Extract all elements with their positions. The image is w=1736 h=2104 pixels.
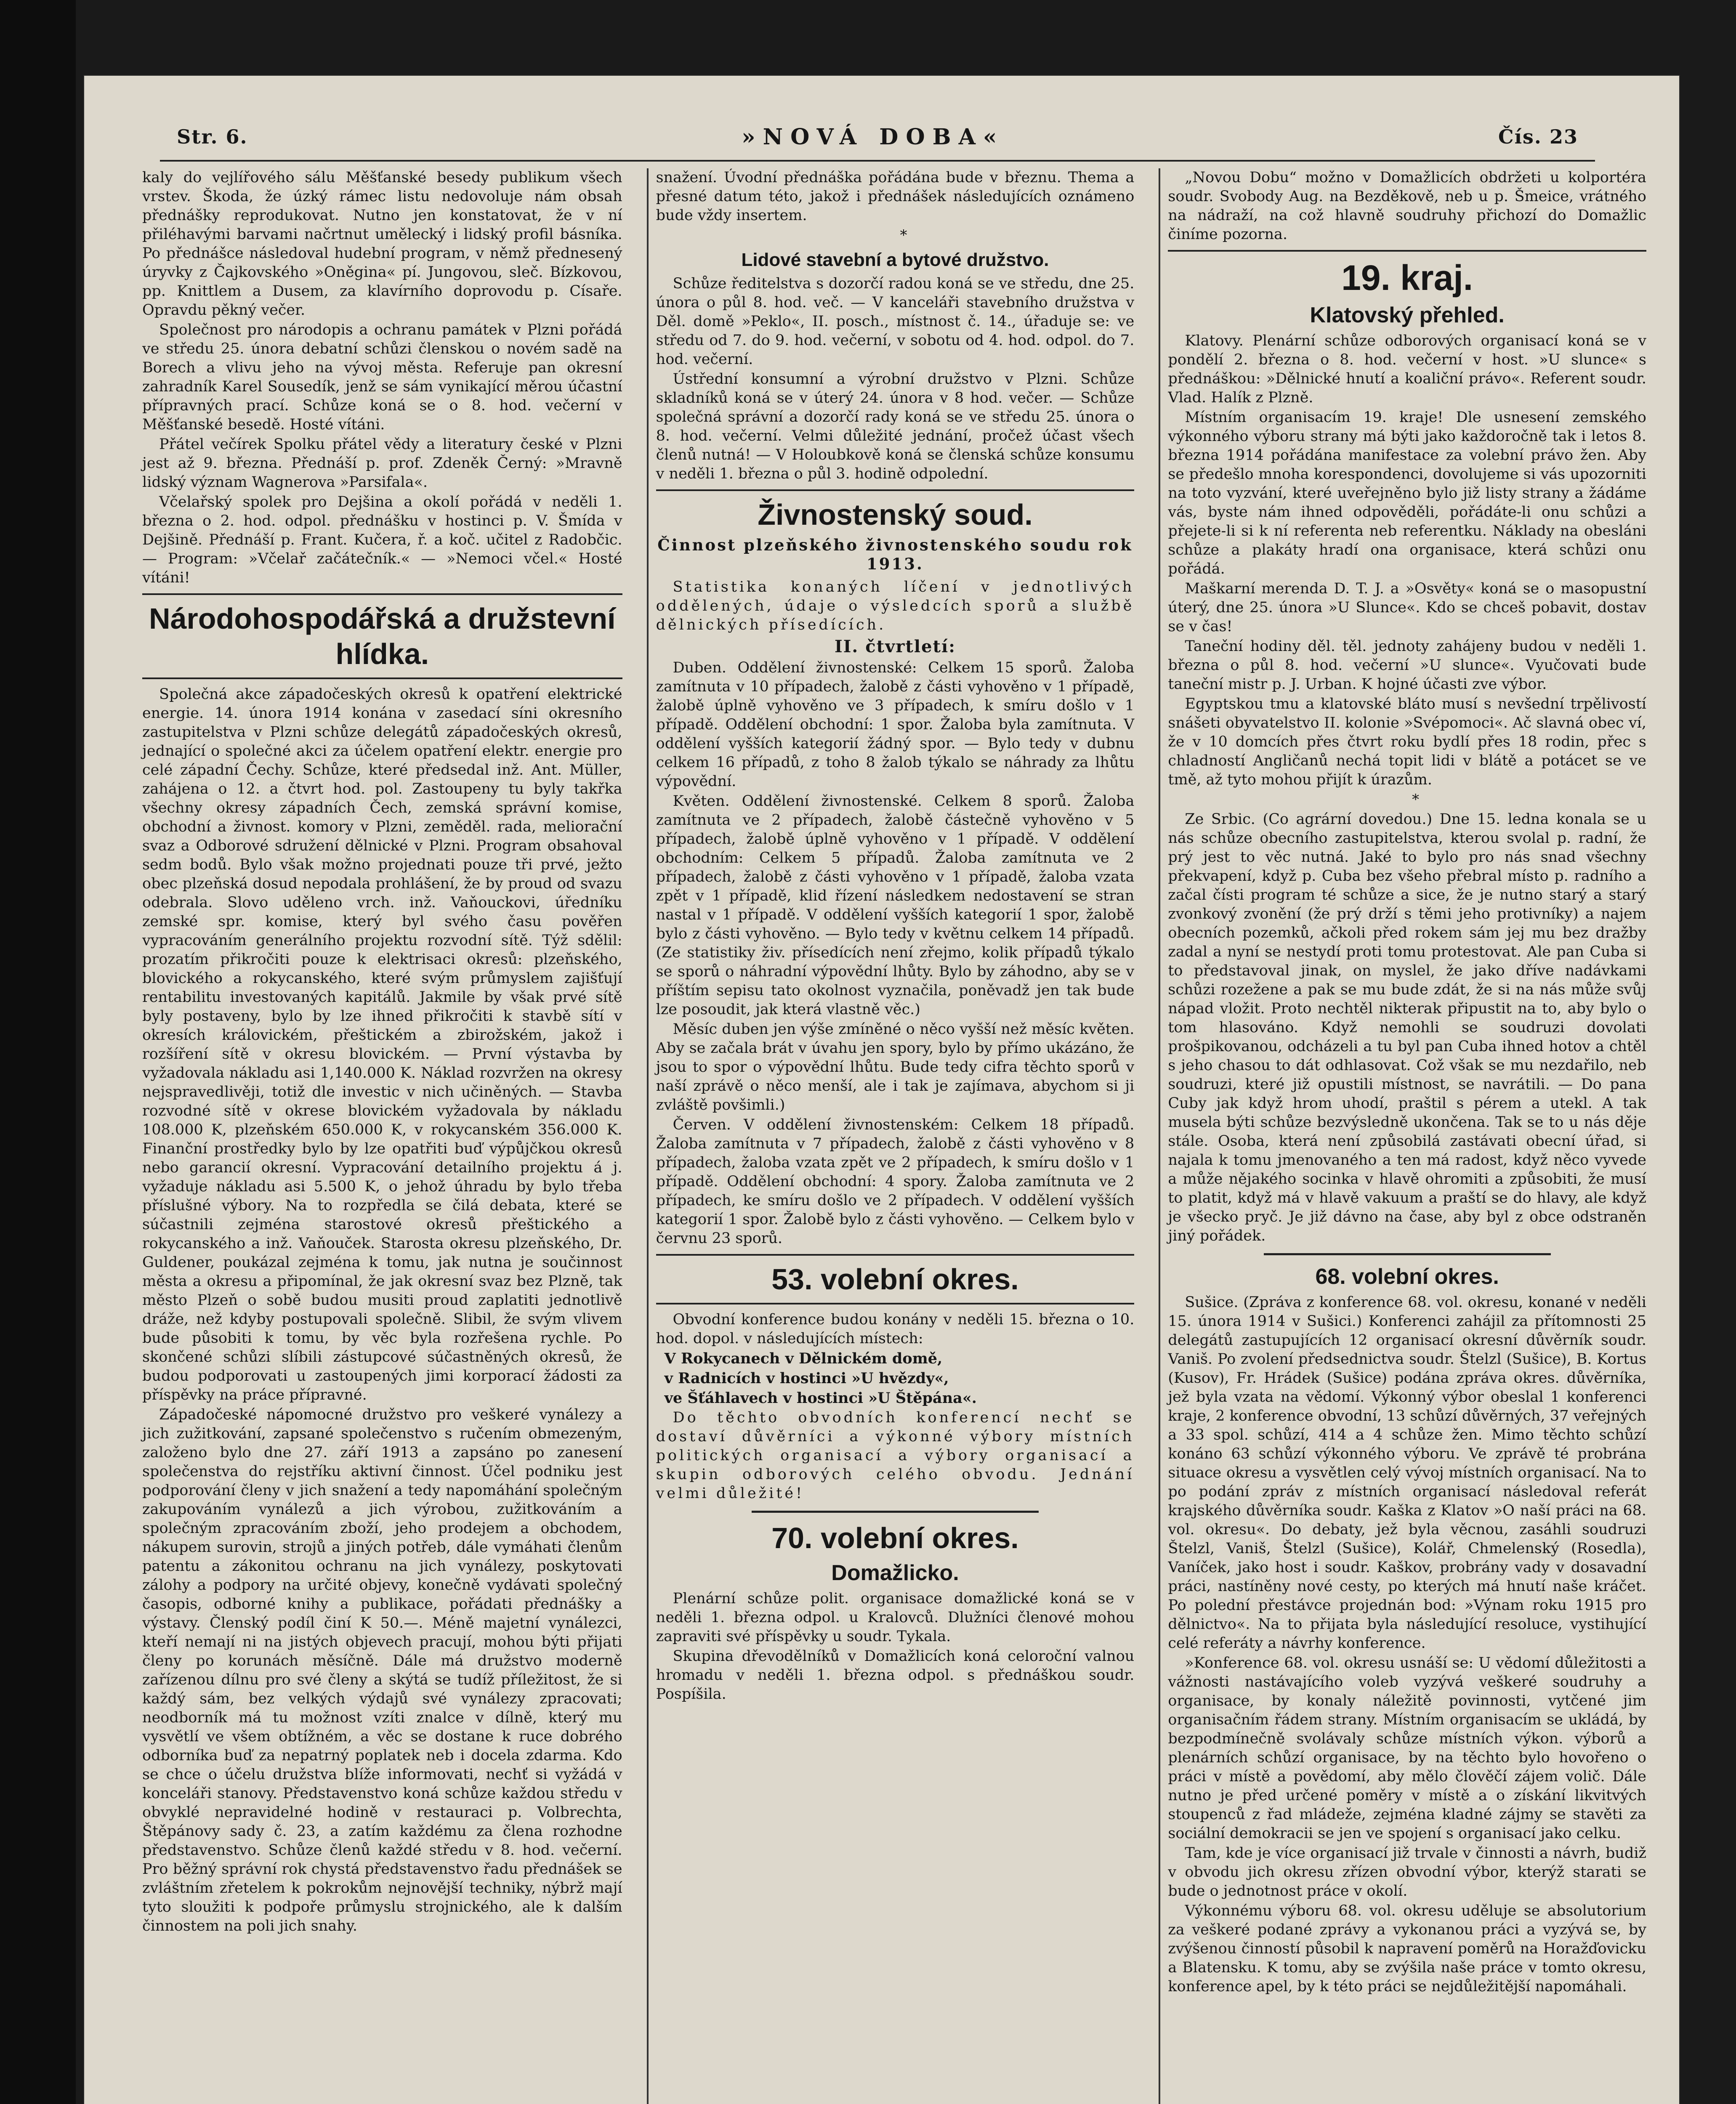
section-subtitle-klatovy: Klatovský přehled. — [1310, 303, 1505, 327]
paragraph-nova-doba-distribution: „Novou Dobu“ možno v Domažlicích obdržeti u kolportéra soudr. Svobody Aug. na Bezděkově, neb u p. Šmeice, vrátného na nádraží, na což hlavně soudruhy přichozí do Domažlic činíme pozorna. — [1168, 169, 1646, 243]
paragraph-lecture-continuation: snažení. Úvodní přednáška pořádána bude v březnu. Thema a přesné datum této, jakož i přednášek následujících oznámeno bude vždy insertem. — [656, 169, 1135, 224]
paragraph-absolution: Výkonnému výboru 68. vol. okresu uděluje se absolutorium za veškeré podané zprávy a vykonanou práci a vyzývá se, by zvýšenou činností působil k napravení poměrů na Horažďovicku a Blatensku. K tomu, aby se zvýšila naše práce v tomto okresu, konference apel, by k této práci se nejdůležitější napomáhali. — [1168, 1902, 1646, 1995]
section-subtitle-domazlicko: Domažlicko. — [831, 1561, 959, 1585]
trade-court-intro: Statistika konaných líčení v jednotlivých oddělených, údaje o výsledcích sporů a službě dělnických přísedících. — [656, 579, 1135, 633]
paragraph-april: Duben. Oddělení živnostenské: Celkem 15 sporů. Žaloba zamítnuta v 10 případech, žalobě z části vyhověno v 1 případě, žalobě úplně vyhověno ve 3 případech, k smíru došlo v 1 případě. Oddělení obchodní: 1 spor. Žaloba byla zamítnuta. V oddělení vyšších kategorií žádný spor. — Bylo tedy v dubnu celkem 16 případů, z toho 8 žalob týkalo se náhrady za lhůtu výpovědní. — [656, 659, 1135, 790]
paragraph-susice: Sušice. (Zpráva z konference 68. vol. okresu, konané v neděli 15. února 1914 v Sušici.) Konferenci zahájil za přítomnosti 25 delegátů zastupujících 12 organisací okresní důvěrník soudr. Vaniš. Po zvolení předsednictva soudr. Štelzl (Sušice), B. Kortus (Kusov), Fr. Hrádek (Sušice) podána zpráva okres. důvěrníka, jež byla vzata na vědomí. Výkonný výbor obeslal 1 konferenci kraje, 2 konference obvodní, 13 schůzí důvěrných, 37 veřejných a 33 spol. schůzí, 414 a 4 schůze žen. Mimo těchto schůzí konáno 63 schůzí výkonného výboru. Ve zprávě té probrána situace okresu a vysvětlen celý vývoj místních organisací. Na to po podání zpráv z místních organisací následoval referát krajského důvěrníka soudr. Kaška z Klatov »O naší práci na 68. vol. okresu«. Do debaty, jež byla věcnou, zasáhli soudruzi Štelzl, Vaniš, Štelzl (Sušice), Kolář, Chmelenský (Rosedla), Vaníček, jako host i soudr. Kaškov, probrány vady v dosavadní práci, nastíněny nové cesty, po kterých má hnutí naše kráčet. Po polední přestávce projednán bod: »Výnam roku 1915 pro dělnictvo«. Na to přijata byla následující resoluce, vystihující celé referáty a návrhy konference. — [1168, 1294, 1646, 1652]
paragraph-conferences: Obvodní konference budou konány v neděli 15. března o 10. hod. dopol. v následujících místech: — [656, 1311, 1135, 1347]
paragraph-lecture-report: kaly do vejlířového sálu Měšťanské besedy publikum všech vrstev. Škoda, že úzký rámec listu nedovoluje nám obsah přednášky reprodukovat. Nutno jen konstatovat, že v ní přiléhavými barvami načrtnut umělecký i lidský profil básníka. Po přednášce následoval hudební program, v němž přednesený úryvky z Čajkovského »Oněgina« pí. Jungovou, sleč. Bízkovou, pp. Knittlem a Dusem, za klavírního doprovodu p. Císaře. Opravdu pěkný večer. — [142, 169, 622, 319]
separator-star: * — [1412, 791, 1420, 808]
divider — [656, 489, 1135, 491]
section-title-trade-court: Živnostenský soud. — [758, 498, 1033, 531]
issue-number: Čís. 23 — [1498, 125, 1578, 148]
page-number: Str. 6. — [177, 125, 248, 148]
column-2 — [647, 168, 1142, 2104]
columns — [135, 168, 1654, 2104]
binding-shadow — [0, 0, 76, 2104]
section-title-economic: Národohospodářská a družstevní hlídka. — [149, 602, 616, 670]
location-radnice: v Radnicích v hostinci »U hvězdy«, — [664, 1370, 949, 1387]
paragraph-central-consumer: Ústřední konsumní a výrobní družstvo v Plzni. Schůze skladníků koná se v úterý 24. února v 8 hod. večer. — Schůze společná správní a dozorčí rady koná se ve středu 25. února o 8. hod. večerní. Velmi důležité jednání, pročež účast všech členů nutná! — V Holoubkově koná se členská schůze konsumu v neděli 1. března o půl 3. hodině odpolední. — [656, 371, 1135, 482]
paragraph-may: Květen. Oddělení živnostenské. Celkem 8 sporů. Žaloba zamítnuta ve 2 případech, žalobě částečně vyhověno v 5 případech, žalobě úplně vyhověno v 1 případě. V oddělení obchodním: Celkem 5 případů. Žaloba zamítnuta ve 2 případech, žalobě z části vyhověno v 1 případě, žaloba vzata zpět v 1 případě, klid řízení následkem nedostavení se stran nastal v 1 případě. V oddělení vyšších kategorií 1 spor, žalobě bylo z části vyhověno. — Bylo tedy v květnu celkem 14 případů. (Ze statistiky živ. přísedících není zřejmo, kolik případů týkalo se sporů o náhradní výpovědní lhůty. Bylo by záhodno, aby se v příštím sepisu tato okolnost vyznačila, poněvadž jen tak bude lze posoudit, jak která vlastně věc.) — [656, 793, 1135, 1018]
section-title-68-district: 68. volební okres. — [1315, 1265, 1499, 1289]
running-head — [160, 114, 1595, 162]
paragraph-beekeepers: Včelařský spolek pro Dejšina a okolí pořádá v neděli 1. března o 2. hod. odpol. přednášku v hostinci p. V. Šmída v Dejšině. Přednáší p. Frant. Kučera, ř. a koč. učitel z Radobčic. — Program: »Včelař začátečník.« — »Nemoci včel.« Hosté vítáni! — [142, 494, 622, 586]
paragraph-note: Měsíc duben jen výše zmíněné o něco vyšší než měsíc květen. Aby se začala brát v úvahu jen spory, bylo by přímo ukázáno, že jsou to spor o výpovědní lhůtu. Bude tedy cifra těchto sporů v naší zprávě o něco menší, ale i tak je zajímava, abychom si ji zvláště povšimli.) — [656, 1021, 1135, 1113]
paragraph-plenary-domazlice: Plenární schůze polit. organisace domažlické koná se v neděli 1. března odpol. u Kralovců. Dlužníci členové mohou zapraviti své příspěvky u soudr. Tykala. — [656, 1590, 1135, 1645]
paragraph-narodopis-society: Společnost pro národopis a ochranu památek v Plzni pořádá ve středu 25. února debatní schůzi členskou o novém sadě na Borech a vlivu jeho na vývoj města. Referuje pan okresní zahradník Karel Sousedík, jenž se sám vynikající měrou účastní přípravných prací. Schůze koná se o 8. hod. večerní v Měšťanské besedě. Hosté vítáni. — [142, 321, 622, 433]
paragraph-inventors-cooperative: Západočeské nápomocné družstvo pro veškeré vynálezy a jich zužitkování, zapsané společenstvo s ručením obmezeným, založeno bylo dne 27. září 1913 a zapsáno po zanesení společenstva do rejstříku aktivní činnost. Účel podniku jest podporování členy v jich snažení a tedy napomáhání společným zakupováním vynálezů a jich výrobou, zužitkováním a společným zpracováním zboží, jeho prodejem a obchodem, nákupem surovin, strojů a jiných potřeb, dále vymáhati členům patentu a zákonitou ochranu na jich vynálezy, poskytovati zálohy a podpory na určité objevy, konečně vydávati společný časopis, odborné knihy a publikace, pořádati přednášky a výstavy. Členský podíl činí K 50.—. Méně majetní vynálezci, kteří nemají ni na jistých objevech pracují, mohou býti přijati členy po korunách měsíčně. Dále má družstvo moderně zařízenou dílnu pro své členy a skýtá se tudíž příležitost, že si každý sám, bez velkých výdajů své vynálezy zpracovati; neodborník má tu možnost vzíti znalce v dílně, který mu vysvětlí ve všem obtížném, a věc se dostane k ruce dobrého odborníka buď za nepatrný poplatek neb i docela zdarma. Kdo se chce o účelu družstva blíže informovati, nechť si vyžádá v konceláři stanovy. Představenstvo koná schůze každou středu v obvyklé nepravidelné hodině v restauraci p. Volbrechta, Štěpánovy sady č. 23, a zatím každému za člena rozhodne představenstvo. Schůze členů každé středu v 8. hod. večerní. Pro běžný správní rok chystá představenstvo řadu přednášek se zvláštním zřetelem k pokrokům nejnovější techniky, nýbrž mají tyto sloužiti k podpoře průmyslu strojnického, ale k dalším činnostem na poli jich snahy. — [142, 1406, 622, 1934]
paragraph-june: Červen. V oddělení živnostenském: Celkem 18 případů. Žaloba zamítnuta v 7 případech, žalobě z části vyhověno v 8 případech, žaloba vzata zpět ve 2 případech, k smíru došlo v 1 případě. Oddělení obchodní: 4 spory. Žaloba zamítnuta ve 2 případech, ke smíru došlo ve 2 případech. V oddělení vyšších kategorií 1 spor. Žalobě bylo z části vyhověno. — Celkem bylo v červnu 23 sporů. — [656, 1116, 1135, 1247]
paragraph-resolution: »Konference 68. vol. okresu usnáší se: U vědomí důležitosti a vážnosti nastávajícího voleb vyzývá veškeré soudruhy a organisace, by konaly náležitě povinnosti, vytčené jim organisačním řádem strany. Místním organisacím se ukládá, by bezpodmínečně svolávaly schůze místních výkon. výborů a plenárních schůzí organisace, by na těchto bylo hovořeno o práci v místě a povědomí, aby mělo člověčí zájem volič. Dále nutno je před určené poměry v místě a o získání likvitvých stoupenců z řad mládeže, zejména kladné zájmy se stavěti za sociální demokracii se jen ve spojení s organisací jako celku. — [1168, 1655, 1646, 1842]
section-title-19-region: 19. kraj. — [1341, 258, 1473, 298]
column-1 — [135, 168, 630, 2104]
paragraph-egyptian-darkness: Egyptskou tmu a klatovské bláto musí s nevšední trpělivostí snášeti obyvatelstvo II. kolonie »Svépomoci«. Ač slavná obec ví, že v 10 domcích přes čtvrt roku bydlí přes 18 rodin, přec s chladností Angličanů nechá topit lidi v blátě a potácet se ve tmě, až tyto mohou přijít k úrazům. — [1168, 696, 1646, 788]
section-title-70-district: 70. volební okres. — [771, 1522, 1019, 1554]
separator-star: * — [900, 227, 907, 244]
divider — [656, 1303, 1135, 1304]
trade-court-subtitle: Činnost plzeňského živnostenského soudu rok 1913. — [657, 536, 1133, 573]
paragraph-dance-lessons: Taneční hodiny děl. těl. jednoty zahájeny budou v neděli 1. března o půl 8. hod. večerní »U slunce«. Vyučovati bude taneční mistr p. J. Urban. K hojné účasti zve výbor. — [1168, 638, 1646, 693]
divider — [142, 593, 622, 595]
newspaper-page — [84, 76, 1679, 2104]
paragraph-local-organisations: Místním organisacím 19. kraje! Dle usnesení zemského výkonného výboru strany má býti jako každoročně tak i letos 8. března 1914 pořádána manifestace za volební právo žen. Aby se předešlo mnoha korespondenci, dovolujeme si vás upozorniti na toto vyzvání, které uveřejněno bylo již listy strany a žádáme vás, byste nám ihned odpověděli, pořádáte-li onu schůzi a přejete-li si k ní referenta neb referentku. Náklady na obesláni schůze a plakáty hradí ona organisace, která schůzi onu pořádá. — [1168, 409, 1646, 577]
paragraph-electric-energy: Společná akce západočeských okresů k opatření elektrické energie. 14. února 1914 konána v zasedací síni okresního zastupitelstva v Plzni schůze delegátů západočeských okresů, jednající o společné akci za účelem opatření elektr. energie pro celé západní Čechy. Schůze, které předsedal inž. Ant. Müller, zahájena o 12. a čtvrt hod. pol. Zastoupeny tu byly takřka všechny okresy západních Čech, zemská správní komise, obchodní a živnost. komory v Plzni, zeměděl. rada, meliorační svaz a Odborové sdružení dělnické v Plzni. Program obsahoval sedm bodů. Bylo však možno projednati pouze tři prvé, ježto obec plzeňská dosud nepodala prohlášení, že by proud od svazu odebrala. Slovo uděleno vrch. inž. Vaňouckovi, úředníku zemské spr. komise, který byl svého času pověřen vypracováním generálního projektu rozvodní sítě. Týž sdělil: prozatím přikročiti pouze k elektrisaci okresů: plzeňského, blovického a rokycanského, které svým průmyslem zajišťují rentabilitu investovaných kapitálů. Jakmile by však prvé sítě byly postaveny, bylo by lze ihned přikročiti k stavbě sítí v okresích královickém, přeštickém a zbirožském, jakož i rozšíření sítě v okresu blovickém. — První výstavba by vyžadovala nákladu asi 1,140.000 K. Náklad rozvržen na okresy nejspravedlivěji, totiž dle investic v nich učiněných. — Stavba rozvodné sítě v okrese blovickém vyžadovala by nákladu 108.000 K, plzeňském 650.000 K, v rokycanském 356.000 K. Finanční prostředky bylo by lze opatřiti buď výpůjčkou okresů nebo garancií okresní. Vypracování detailního projektu á j. vyžaduje nákladu asi 5.500 K, o jehož úhradu by bylo třeba příslušné výbory. Na to rozpředla se čilá debata, které se súčastnili zejména starostové okresů přeštického a rokycanského a inž. Vaňouček. Starosta okresu plzeňského, Dr. Guldener, poukázal zejména k tomu, jak nutna je součinnost města a okresu a připomínal, že jak okresní svaz bez Plzně, tak město Plzeň o sobě budou musiti proud zaplatiti jednotlivě dráže, než kdyby postupovali společně. Slibil, že svým vlivem bude působiti k tomu, by věc byla rozřešena rychle. Po skončené schůzi slíbili zástupcové súčastněných okresů, že budou podporovati u zastoupených jimi korporací žádosti za příspěvky na práce přípravné. — [142, 686, 622, 1403]
paragraph-masquerade: Maškarní merenda D. T. J. a »Osvěty« koná se o masopustní úterý, dne 25. února »U Slunce«. Kdo se chceš pobavit, dostav se v čas! — [1168, 580, 1646, 635]
paragraph-woodworkers: Skupina dřevodělníků v Domažlicích koná celoroční valnou hromadu v neděli 1. března odpol. s přednáškou soudr. Pospíšila. — [656, 1648, 1135, 1703]
divider — [1168, 250, 1646, 252]
location-rokycany: V Rokycanech v Dělnickém domě, — [664, 1350, 943, 1367]
section-title-53-district: 53. volební okres. — [771, 1263, 1019, 1296]
divider — [142, 677, 622, 679]
divider — [752, 1511, 1039, 1513]
heading-housing-cooperative: Lidové stavební a bytové družstvo. — [741, 250, 1049, 270]
masthead-title: »NOVÁ DOBA« — [742, 124, 1005, 150]
paragraph-housing-cooperative: Schůze ředitelstva s dozorčí radou koná se ve středu, dne 25. února o půl 8. hod. več. — V kanceláři stavebního družstva v Děl. domě »Peklo«, II. posch., místnost č. 14., úřaduje se: ve středu od 7. do 9. hod. večerní, v sobotu od 4. hod. odpol. do 7. hod. večerní. — [656, 275, 1135, 368]
quarter-heading: II. čtvrtletí: — [835, 637, 956, 656]
paragraph-friends-evening: Přátel večírek Spolku přátel vědy a literatury české v Plzni jest až 9. března. Přednáší p. prof. Zdeněk Černý: »Mravně lidský význam Wagnerova »Parsifala«. — [142, 436, 622, 491]
paragraph-srbice: Ze Srbic. (Co agrární dovedou.) Dne 15. ledna konala se u nás schůze obecního zastupitelstva, kterou svolal p. radní, že prý jest to věc nutná. Jaké to bylo pro nás snad všechny překvapení, když p. Cuba bez všeho přebral místo p. radního a začal čísti program té schůze a sice, že je nutno starý a starý zvonkový zvonění (že prý drží s těmi jeho protivníky) a najem obecních pozemků, ačkoli před rokem sám jej mu bez dražby zadal a nyní se nestydí proti tomu protestovat. Ale pan Cuba si to představoval jinak, on myslel, že jako dříve nadávkami schůzi rozežene a pak se mu bude zdát, že si na nás může svůj nápad vložit. Proto nechtěl nikterak připustit na to, aby bylo o tom hlasováno. Když nemohli se soudruzi dovolati prošpikovanou, odcházeli a tu byl pan Cuba ihned hotov a chtěl s jeho chasou to dát odhlasovat. Což však se mu nezdařilo, neb soudruzi, které již opustili místnost, se navrátili. — Do pana Cuby jak když hrom uhodí, praštil s pérem a utekl. A tak musela býti schůze bezvýsledně ukončena. Tak se to u nás děje stále. Osoba, která není způsobilá zastávati obecní úřad, si najala k tomu jmenovaného a ten má radost, když něco vyvede a může nějakého socinka v hlavě ohromiti a způsobiti, že musí to platit, když má v hlavě vakuum a praští se do hlavy, ale když je všecko pryč. Je již dávno na čase, aby byl z obce odstraněn jiný pořádek. — [1168, 811, 1646, 1244]
paragraph-district-committee: Tam, kde je více organisací již trvale v činnosti a návrh, budiž v obvodu jich okresu zřízen obvodní výbor, kterýž starati se bude o jednotnost práce v okolí. — [1168, 1845, 1646, 1899]
paragraph-conference-call: Do těchto obvodních konferencí nechť se dostaví důvěrníci a výkonné výbory místních politických organisací a výbory organisací a skupin odborových celého obvodu. Jednání velmi důležité! — [656, 1409, 1135, 1502]
divider — [1264, 1253, 1551, 1255]
column-3 — [1159, 168, 1654, 2104]
location-stahlavy: ve Šťáhlavech v hostinci »U Štěpána«. — [664, 1389, 977, 1407]
paragraph-klatovy: Klatovy. Plenární schůze odborových organisací koná se v pondělí 2. března o 8. hod. večerní v host. »U slunce« s přednáškou: »Dělnické hnutí a koaliční právo«. Referent soudr. Vlad. Halík z Plzně. — [1168, 332, 1646, 406]
divider — [656, 1254, 1135, 1256]
